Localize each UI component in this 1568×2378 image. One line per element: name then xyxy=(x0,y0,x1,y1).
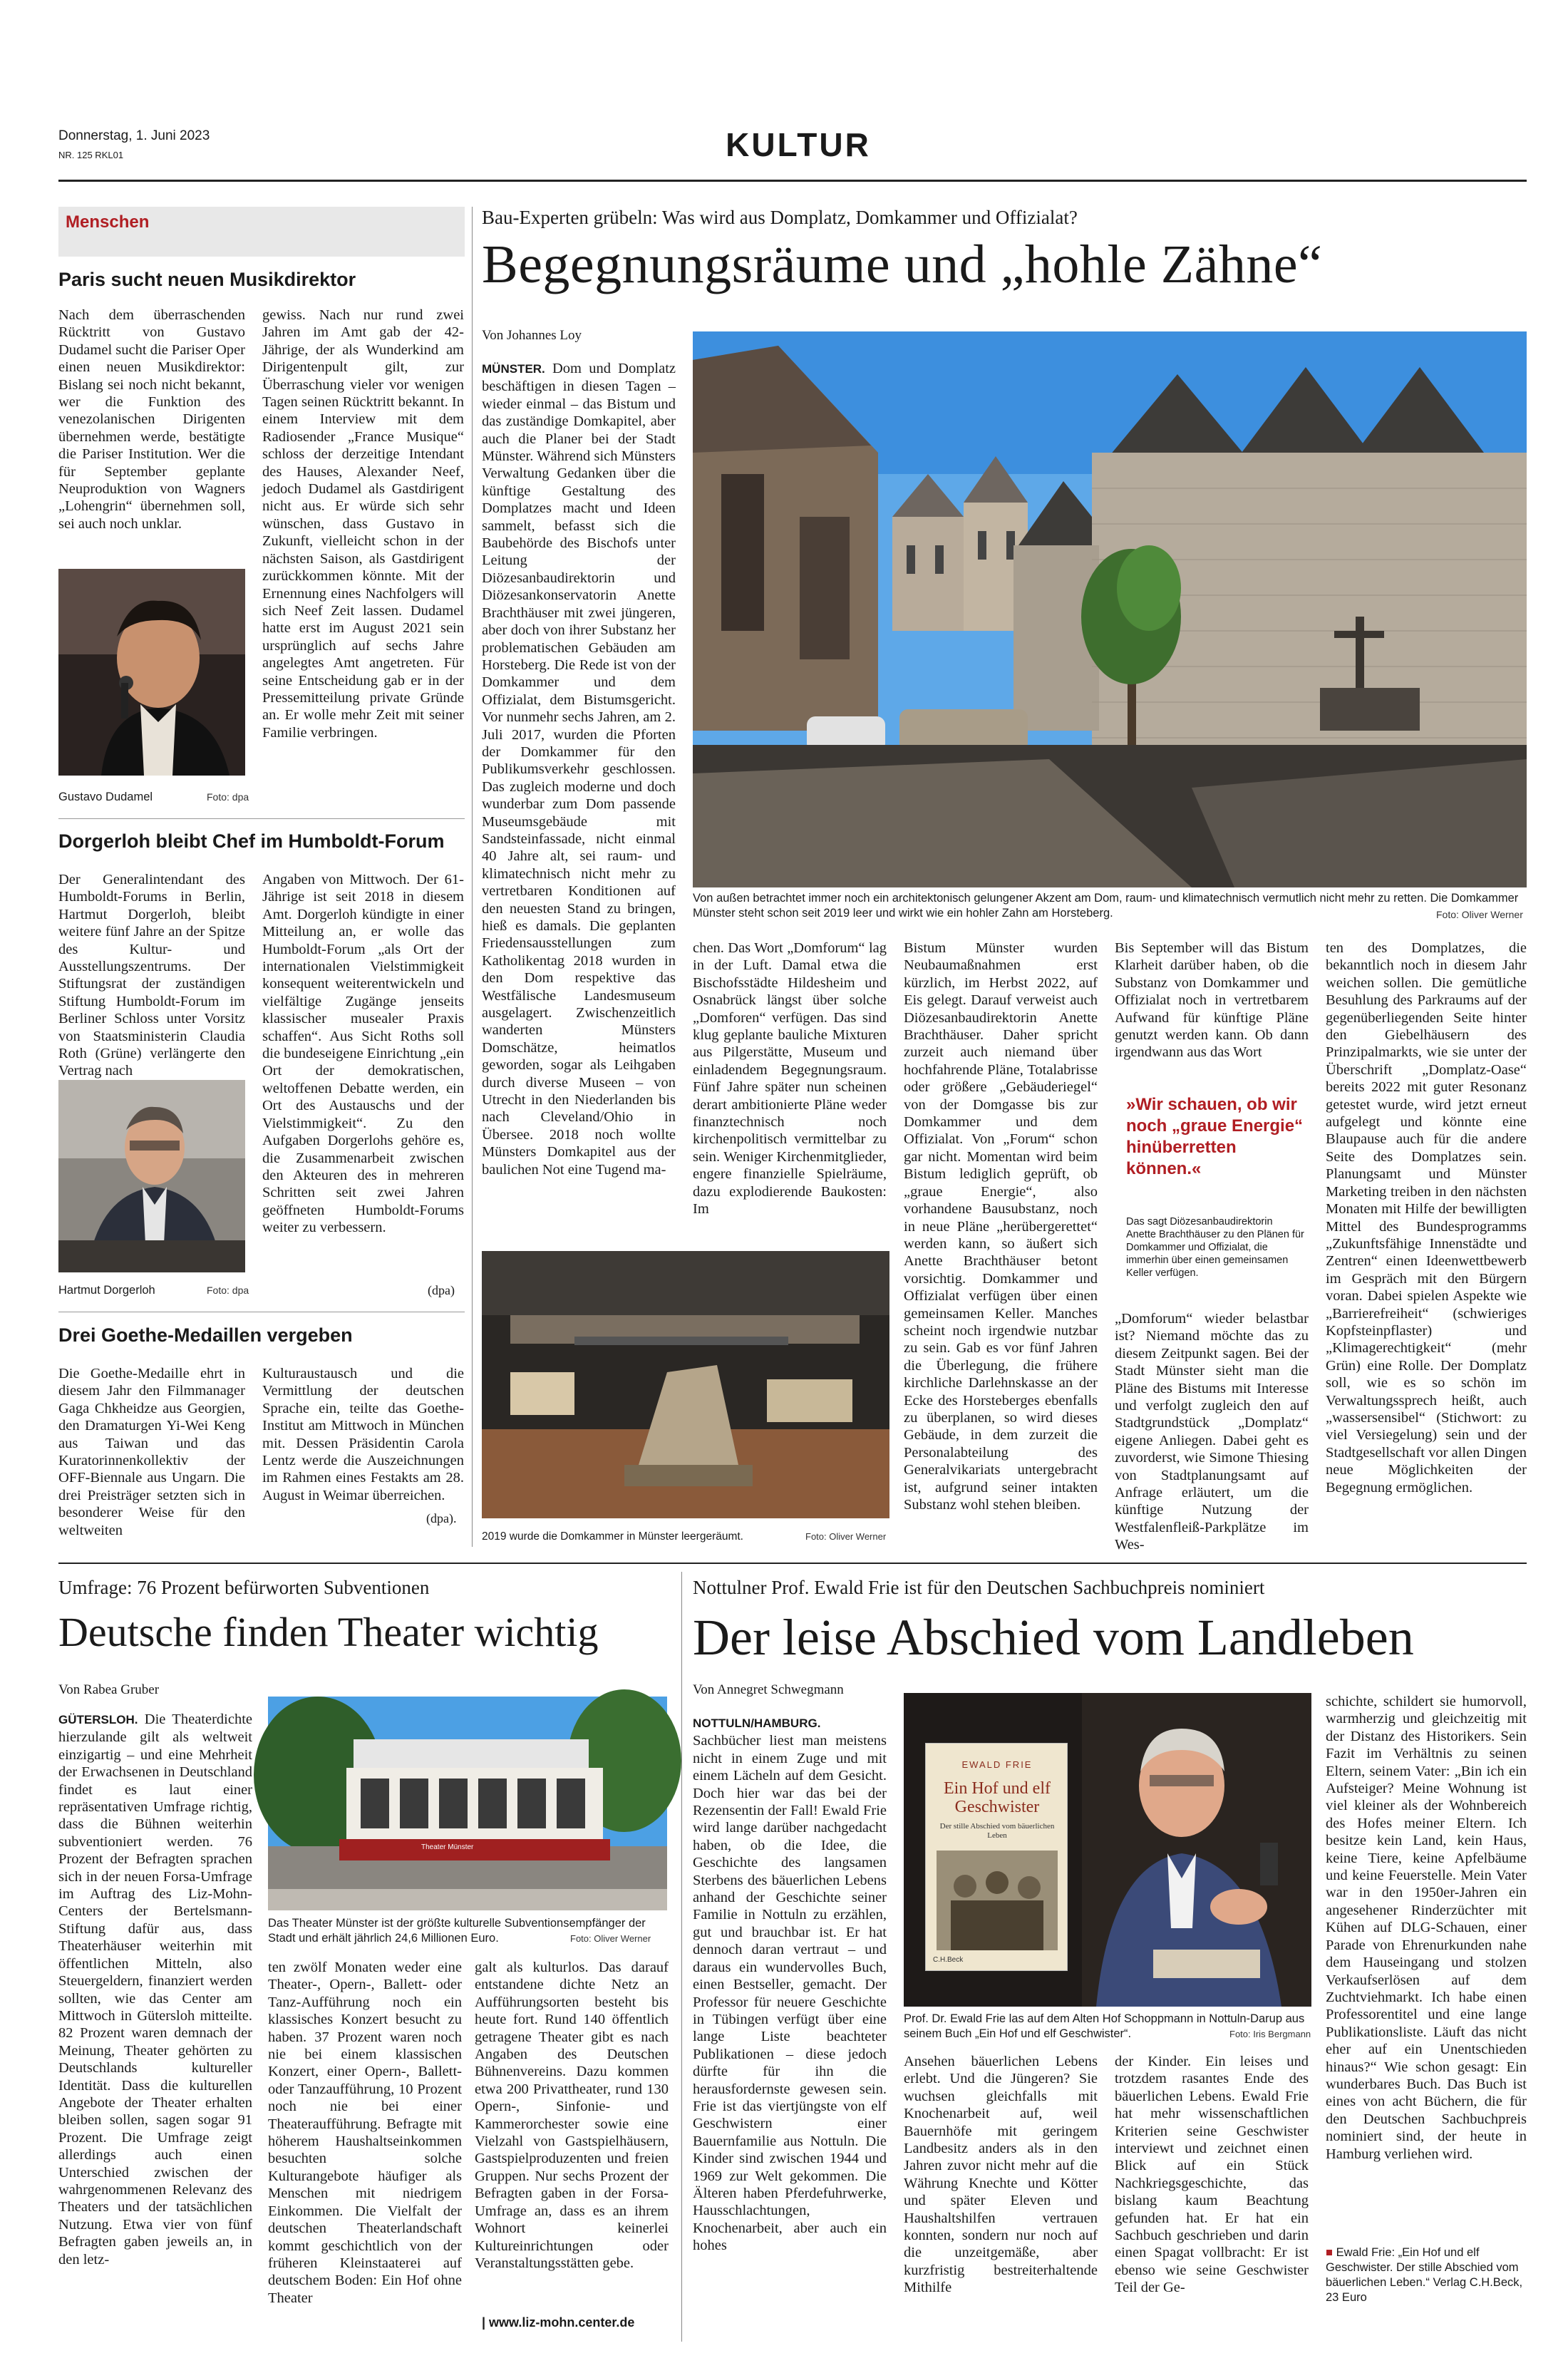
issue-date: Donnerstag, 1. Juni 2023 xyxy=(58,128,210,143)
book-cover xyxy=(925,1743,1068,1971)
lead-inner-caption: 2019 wurde die Domkammer in Münster leergeräumt. xyxy=(482,1530,743,1543)
domkammer-inner-photo xyxy=(482,1251,889,1518)
lead-main-credit: Foto: Oliver Werner xyxy=(1436,909,1523,920)
book-cover-author: EWALD FRIE xyxy=(961,1759,1033,1770)
theater-link-text[interactable]: www.liz-mohn.center.de xyxy=(489,2315,635,2330)
item3-title: Drei Goethe-Medaillen vergeben xyxy=(58,1324,353,1346)
domkammer-interior-image xyxy=(482,1251,889,1518)
theater-photo-credit: Foto: Oliver Werner xyxy=(570,1933,651,1944)
book-col4: schichte, schildert sie humorvoll, warmherzig und gleichzeitig mit der Distanz des Historikers. Sein Fazit im Verhältnis zu seinen Eltern, seinem Vater: „Bin ich ein Aufsteiger? Meine Wohnung ist viel kleiner als der Wohnbereich des Hofes meiner Eltern. Ich besitze kein Land, kein Haus, keine Tiere, keine Apfelbäume und keine Feuerstelle. Mein Vater war in den 1950er-Jahren ein angesehener Rinderzüchter mit Kühen auf DLG-Schauen, einer Parade von Ehrenurkunden nahe dem Hauseingang und stolzen Verkaufserlösen auf dem Zuchtviehmarkt. Ich habe einen Professorentitel und eine lange Publikationsliste. Läuft das nicht eher auf ein Unentschieden hinaus?“ Wie schon gesagt: Ein wunderbares Buch. Das Buch ist eines von acht Büchern, die für den Deutschen Sachbuchpreis nominiert sind, der heute in Hamburg verliehen wird. xyxy=(1326,1694,1527,2162)
theater-link[interactable]: | www.liz-mohn.center.de xyxy=(482,2315,635,2330)
book-info-text: Ewald Frie: „Ein Hof und elf Geschwister. Der stille Abschied vom bäuerlichen Leben.“ Verlag C.H.Beck, 23 Euro xyxy=(1326,2246,1523,2304)
lead-inner-credit: Foto: Oliver Werner xyxy=(805,1531,887,1542)
lead-main-caption: Von außen betrachtet immer noch ein architektonisch gelungener Akzent am Dom, raum- und klimatechnisch vermutlich nicht mehr zu retten. Die Domkammer Münster steht schon seit 2019 leer und wirkt wie ein hohler Zahn am Horsteberg. xyxy=(693,892,1519,920)
theater-kicker: Umfrage: 76 Prozent befürworten Subventionen xyxy=(58,1577,430,1598)
book-col1 xyxy=(693,1714,887,2331)
lead-col4a: Bis September will das Bistum Klarheit darüber haben, ob die Substanz von Domkammer und Offizialat noch in vertretbarem Aufwand für künftige Pläne genutzt werden kann. Ob dann irgendwann aus das Wort xyxy=(1115,940,1309,1061)
issue-code: NR. 125 RKL01 xyxy=(58,150,124,160)
book-info xyxy=(1326,2245,1527,2317)
section-title: KULTUR xyxy=(726,126,871,163)
book-dateline: NOTTULN/HAMBURG. xyxy=(693,1716,821,1730)
book-headline: Der leise Abschied vom Landleben xyxy=(693,1609,1414,1666)
theater-photo xyxy=(268,1697,667,1910)
lead-col1-text: Dom und Domplatz beschäftigen in diesen Tagen – wieder einmal – das Bistum und das zuständige Domkapitel, aber auch die Planer bei der Stadt Münster. Während sich Münsters Verwaltung Gedanken über die künftige Gestaltung des Domplatzes macht und Ideen sammelt, befasst sich die Baubehörde des Bischofs unter Leitung der Diözesanbaudirektorin und Diözesankonservatorin Anette Brachthäuser mit zwei jüngeren, aber doch von ihrer Substanz her problematischen Gebäuden am Horsteberg. Die Rede ist von der Domkammer und dem Offizialat, dem Bistumsgericht. Vor nunmehr sechs Jahren, am 2. Juli 2017, wurden die Pforten der Domkammer für den Publikumsverkehr geschlossen. Das zugleich moderne und doch wunderbar zum Dom passende Museumsgebäude mit Sandsteinfassade, nicht einmal 40 Jahre alt, sei raum- und klimatechnisch nicht mehr zu vertretbaren Konditionen auf den neuesten Stand zu bringen, hieß es damals. Die geplanten Friedensausstellungen zum Katholikentag 2018 wurden in den Dom respektive das Westfälische Landesmuseum ausgelagert. Zwischenzeitlich wanderten Münsters Domschätze, heimatlos geworden, sogar als Leihgaben durch diverse Museen – von Utrecht in den Niederlanden bis nach Cleveland/Ohio in Übersee. 2018 noch wollte Münsters Domkapitel aus der baulichen Not eine Tugend ma- xyxy=(482,361,676,1178)
theater-col2: ten zwölf Monaten weder eine Theater-, Opern-, Ballett- oder Tanz-Aufführung noch ein klassisches Konzert besucht zu haben. 37 Prozent waren noch nie bei einem klassischen Konzert, einer Opern-, Ballett- oder Tanzaufführung, 10 Prozent noch nie bei einer Theateraufführung. Befragte mit höherem Haushaltseinkommen besuchten solche Kulturangebote häufiger als Menschen mit niedrigem Einkommen. Die Vielfalt der deutschen Theaterlandschaft kommt geschichtlich von der früheren Kleinstaaterei auf deutschem Boden: Ein Hof ohne Theater xyxy=(268,1960,462,2306)
lead-col5: ten des Domplatzes, die bekanntlich noch in diesem Jahr weichen sollen. Die gemütliche Besuhlung des Parkraums auf der gegenüberliegenden Seite hinter den Giebelhäusern des Prinzipalmarkts, wie sie unter der Überschrift „Domplatz-Oase“ bereits 2022 mit guter Resonanz getestet wurde, wird jetzt erneut aufgelegt und könnte eine Blaupause auch für die andere Seite des Domplatzes sein. Planungsamt und Münster Marketing treiben in den nächsten Monaten mit Hilfe der bewilligten Mittel des Bundesprogramms „Zukunftsfähige Innenstädte und Zentren“ einen Ideenwettbewerb im Gespräch mit den Bürgern voran. Dabei spielen Aspekte wie „Barrierefreiheit“ (schwieriges Kopfsteinpflaster) und „Klimagerechtigkeit“ (mehr Grün) eine Rolle. Der Domplatz soll, wie es so schön im Verwaltungssprech heißt, auch „wassersensibel“ (Stichwort: zu viel Versiegelung) sein und der Stadtgesellschaft vor allen Dingen neue Möglichkeiten der Begegnung ermöglichen. xyxy=(1326,940,1527,1496)
theater-photo-caption: Das Theater Münster ist der größte kulturelle Subventionsempfänger der Stadt und erhält jährlich 24,6 Millionen Euro. xyxy=(268,1917,646,1945)
lead-byline: Von Johannes Loy xyxy=(482,328,582,343)
bottom-divider xyxy=(681,1572,682,2342)
book-photo-caption: Prof. Dr. Ewald Frie las auf dem Alten Hof Schoppmann in Nottuln-Darup aus seinem Buch „Ein Hof und elf Geschwister“. xyxy=(904,2012,1305,2040)
item3-col1: Die Goethe-Medaille ehrt in diesem Jahr den Filmmanager Gaga Chkheidze aus Georgien, den Dramaturgen Yi-Wei Keng aus Taiwan und das Kuratorinnenkollektiv der OFF-Biennale aus Ungarn. Die drei Preisträger setzten sich in besonderer Weise für den weltweiten xyxy=(58,1366,245,1538)
book-kicker: Nottulner Prof. Ewald Frie ist für den Deutschen Sachbuchpreis nominiert xyxy=(693,1577,1265,1598)
book-col2: Ansehen bäuerlichen Lebens erlebt. Und die Jüngeren? Sie wuchsen gleichfalls mit Knochenarbeit auf, weil Bauernhöfe mit geringem Landbesitz anders als in den Jahren zuvor nicht mehr auf die Währung Knechte und Kötter und später Eleven und Haushaltshilfen vertrauen konnten, sondern nur noch auf die unzeitgemäße, aber kurzfristig bestreiterhaltende Mithilfe xyxy=(904,2054,1098,2296)
book-byline: Von Annegret Schwegmann xyxy=(693,1682,844,1697)
lead-col2: chen. Das Wort „Domforum“ lag in der Luft. Damal etwa die Bischofsstädte Hildesheim und Osnabrück längst über solche „Domforen“ verfügen. Das sind klug geplante bauliche Mixturen aus Pilgerstätte, Museum und einladendem Begegnungsraum. Fünf Jahre später nun scheinen derart ambitionierte Pläne weder finanztechnisch noch kirchenpolitisch vermittelbar zu sein. Weniger Kirchenmitglieder, engere finanzielle Spielräume, dazu explodierende Baukosten: Im xyxy=(693,940,887,1218)
theater-muenster-image xyxy=(268,1697,667,1910)
theater-headline: Deutsche finden Theater wichtig xyxy=(58,1609,599,1655)
item3-col2: Kulturaustausch und die Vermittlung der deutschen Sprache ein, teilte das Goethe-Institut am Mittwoch in München mit. Dessen Präsidentin Carola Lentz werde die Auszeichnungen im Rahmen eines Festakts am 28. August in Weimar überreichen. xyxy=(262,1366,464,1503)
item1-photo-credit: Foto: dpa xyxy=(207,791,249,803)
book-col3: der Kinder. Ein leises und trotzdem rasantes Ende des bäuerlichen Lebens. Ewald Frie hat mehr wissenschaftlichen Kriterien seine Geschwister interviewt und zeichnet einen Blick auf ein Stück Nachkriegsgeschichte, das bislang kaum Beachtung gefunden hat. Er hat ein Sachbuch geschrieben und darin einen Spagat vollbracht: Er ist ebenso wie seine Geschwister Teil der Ge- xyxy=(1115,2054,1309,2296)
theater-dateline: GÜTERSLOH. xyxy=(58,1713,138,1726)
lead-quote: »Wir schauen, ob wir noch „graue Energie“ hinüberretten können.« xyxy=(1126,1095,1304,1178)
lead-kicker: Bau-Experten grübeln: Was wird aus Domplatz, Domkammer und Offizialat? xyxy=(482,207,1078,228)
frie-photo xyxy=(904,1693,1311,2007)
dudamel-portrait-image xyxy=(58,569,245,776)
item2-dpa: (dpa) xyxy=(428,1283,455,1297)
domkammer-main-photo xyxy=(693,331,1527,887)
theater-col3: galt als kulturlos. Das darauf entstandene dichte Netz an Aufführungsorten besteht bis heute fort. Rund 140 öffentlich getragene Theater gibt es nach Angaben des Deutschen Bühnenvereins. Dazu kommen etwa 200 Privattheater, rund 130 Opern-, Sinfonie- und Kammerorchester sowie eine Vielzahl von Gastspielhäusern, Gastspielproduzenten und freien Gruppen. Nur sechs Prozent der Befragten gaben in der Forsa-Umfrage an, dass es an ihrem Wohnort keinerlei Kultureinrichtungen oder Veranstaltungsstätten gebe. xyxy=(475,1960,669,2271)
item1-col2: gewiss. Nach nur rund zwei Jahren im Amt gab der 42-Jährige, der als Wunderkind am Dirigentenpult gilt, zur Überraschung vieler vor wenigen Tagen seinen Rücktritt bekannt. In einem Interview mit dem Radiosender „France Musique“ schloss der derzeitige Intendant des Hauses, Alexander Neef, jedoch Dudamel als Gastdirigent nicht aus. Er würde sich sehr wünschen, dass Gustavo in Zukunft, vielleicht schon in der nächsten Saison, als Gastdirigent zurückkommen könnte. Mit der Ernennung eines Nachfolgers will sich Neef Zeit lassen. Dudamel hatte erst im August 2021 sein ursprünglich auf sechs Jahre angelegtes Amt angetreten. Für seine Entscheidung gab er in der Pressemitteilung private Gründe an. Er wolle mehr Zeit mit seiner Familie verbringen. xyxy=(262,307,464,741)
theater-byline: Von Rabea Gruber xyxy=(58,1682,160,1697)
item1-title: Paris sucht neuen Musikdirektor xyxy=(58,269,356,290)
lead-headline: Begegnungsräume und „hohle Zähne“ xyxy=(482,235,1323,294)
theater-col1-text: Die Theaterdichte hierzulande gilt als weltweit einzigartig – und eine Mehrheit der Erwachsenen in Deutschland findet es laut einer repräsentativen Umfrage richtig, dass die Bühnen weiterhin subventioniert werden. 76 Prozent der Befragten sprachen sich in der neuen Forsa-Umfrage im Auftrag des Liz-Mohn-Centers der Bertelsmann-Stiftung dafür aus, dass Theaterhäuser weiterhin mit öffentlichen Mitteln, also Steuergeldern, finanziert werden sollten, wie das Center am Mittwoch in Gütersloh mitteilte. 82 Prozent waren demnach der Meinung, Theater gehörten zu Deutschlands kultureller Identität. Dass die kulturellen Angebote der Theater erhalten bleiben sollen, sagen sogar 91 Prozent. Die Umfrage zeigt allerdings auch einen Unterschied zwischen der wahrgenommenen Relevanz des Theaters und der tatsächlichen Nutzung. Etwa vier von fünf Befragten gaben jeweils an, in den letz- xyxy=(58,1712,252,2268)
lead-dateline: MÜNSTER. xyxy=(482,362,545,376)
upper-section-rule xyxy=(58,1563,1527,1564)
item1-photo-caption: Gustavo Dudamel xyxy=(58,791,153,803)
item1-col1: Nach dem überraschenden Rücktritt von Gustavo Dudamel sucht die Pariser Oper einen neuen Musikdirektor: Bislang sei noch nicht bekannt, wer die Funktion des venezolanischen Dirigenten übernehmen werde, bestätigte die Pariser Institution. Wer die für September geplante Neuproduktion von Wagners „Lohengrin“ übernehmen soll, sei auch noch unklar. xyxy=(58,307,245,532)
item2-photo-credit: Foto: dpa xyxy=(207,1285,249,1296)
domkammer-exterior-image xyxy=(693,331,1527,887)
item2-col1: Der Generalintendant des Humboldt-Forums in Berlin, Hartmut Dorgerloh, bleibt weitere fünf Jahre an der Spitze des Kultur- und Ausstellungszentrums. Der Stiftungsrat der zuständigen Stiftung Humboldt-Forum im Berliner Schloss unter Vorsitz von Staatsministerin Claudia Roth (Grüne) verlängerte den Vertrag nach xyxy=(58,872,245,1079)
book-cover-publisher: C.H.Beck xyxy=(933,1956,964,1964)
sidebar-divider xyxy=(472,207,473,1547)
item3-dpa: (dpa). xyxy=(426,1511,457,1525)
menschen-label: Menschen xyxy=(66,212,150,232)
book-cover-subtitle: Der stille Abschied vom bäuerlichen Leben xyxy=(939,1822,1055,1840)
item2-title: Dorgerloh bleibt Chef im Humboldt-Forum xyxy=(58,830,445,852)
book-photo-credit: Foto: Iris Bergmann xyxy=(1229,2029,1311,2039)
book-cover-family-photo xyxy=(937,1851,1058,1950)
book-col1-text: Sachbücher liest man meistens nicht in einem Zuge und mit einem Lächeln auf dem Gesicht. Doch hier war das bei der Rezensentin der Fall! Ewald Frie wird lange darüber nachgedacht haben, ob die Idee, die Geschichte des langsamen Sterbens des bäuerlichen Lebens anhand der Geschichte seiner Familie in Nottuln zu erzählen, gut und brauchbar ist. Er hat dennoch daran vertraut – und daraus ein wundervolles Buch, einen Bestseller, gemacht. Der Professor für neuere Geschichte in Tübingen verfügt über eine lange Liste beachteter Publikationen – diese jedoch dürfte für ihn die herausfordernste gewesen sein. Frie ist das viertjüngste von elf Geschwistern einer Bauernfamilie aus Nottuln. Die Kinder sind zwischen 1944 und 1969 zur Welt gekommen. Die Älteren haben Pferdefuhrwerke, Hausschlachtungen, Knochenarbeit, aber auch ein hohes xyxy=(693,1733,887,2254)
sidebar-rule-1 xyxy=(58,818,465,819)
book-cover-title: Ein Hof und elf Geschwister xyxy=(944,1779,1051,1816)
theater-sign-text: Theater Münster xyxy=(421,1843,474,1851)
book-info-marker: ■ xyxy=(1326,2246,1336,2259)
lead-quote-attribution: Das sagt Diözesanbaudirektorin Anette Brachthäuser zu den Plänen für Domkammer und Offizialat, die immerhin über einen gemeinsamen Keller verfügen. xyxy=(1126,1216,1304,1279)
item2-photo-caption: Hartmut Dorgerloh xyxy=(58,1284,155,1297)
dorgerloh-portrait-image xyxy=(58,1080,245,1272)
lead-col3: Bistum Münster wurden Neubaumaßnahmen erst kürzlich, im Herbst 2022, auf Eis gelegt. Darauf verweist auch Diözesanbaudirektorin Anette Brachthäuser. Daher spricht zurzeit auch niemand über hochfahrende Pläne, Totalabrisse oder größere „Gebäuderiegel“ von der Domgasse bis zur Domkammer und dem Offizialat. Von „Forum“ schon gar nicht. Momentan wird beim Bistum lediglich geprüft, ob „graue Energie“, also vorhandene Bausubstanz, noch in neue Pläne „herübergerettet“ werden kann, so äußert sich Anette Brachthäuser betont vorsichtig. Domkammer und Offizialat verfügen über einen gemeinsamen Keller. Manches scheint noch irgendwie nutzbar zu sein. Gab es vor fünf Jahren die Überlegung, die frühere kirchliche Darlehnskasse an der Ecke des Horsteberges ebenfalls zu überplanen, so wird dieses Gebäude, in dem zurzeit die Personalabteilung des Generalvikariats untergebracht ist, aufgrund seiner intakten Substanz wohl stehen bleiben. xyxy=(904,940,1098,1513)
dudamel-photo xyxy=(58,569,245,776)
dorgerloh-photo xyxy=(58,1080,245,1272)
item2-col2: Angaben von Mittwoch. Der 61-Jährige ist seit 2018 in diesem Amt. Dorgerloh kündigte in einer Mitteilung an, er wolle das Humboldt-Forum „als Ort der internationalen Vielstimmigkeit konsequent weiterentwickeln und vielfältige Zugänge jenseits klassischer musealer Praxis schaffen“. Aus Sicht Roths soll die bundeseigene Einrichtung „ein Ort der demokratischen, weltoffenen Debatte werden, ein Ort des Austauschs und der Vielstimmigkeit“. Zu den Aufgaben Dorgerlohs gehöre es, die Zusammenarbeit zwischen den Akteuren des in mehreren Schritten seit zwei Jahren geöffneten Humboldt-Forums weiter zu verbessern. xyxy=(262,872,464,1236)
header-rule xyxy=(58,180,1527,182)
lead-col4b: „Domforum“ wieder belastbar ist? Niemand möchte das zu diesem Zeitpunkt sagen. Bei der Stadt Münster sieht man die Pläne des Bistums mit Interesse und verfolgt zugleich den auf Stadtgrundstück „Domplatz“ eigene Anliegen. Dabei geht es zuvorderst, wie Simone Thiesing von Stadtplanungsamt auf Anfrage erläutert, um die künftige Nutzung der Westfalenfleiß-Parkplätze im Wes- xyxy=(1115,1311,1309,1553)
theater-col1 xyxy=(58,1711,252,2331)
